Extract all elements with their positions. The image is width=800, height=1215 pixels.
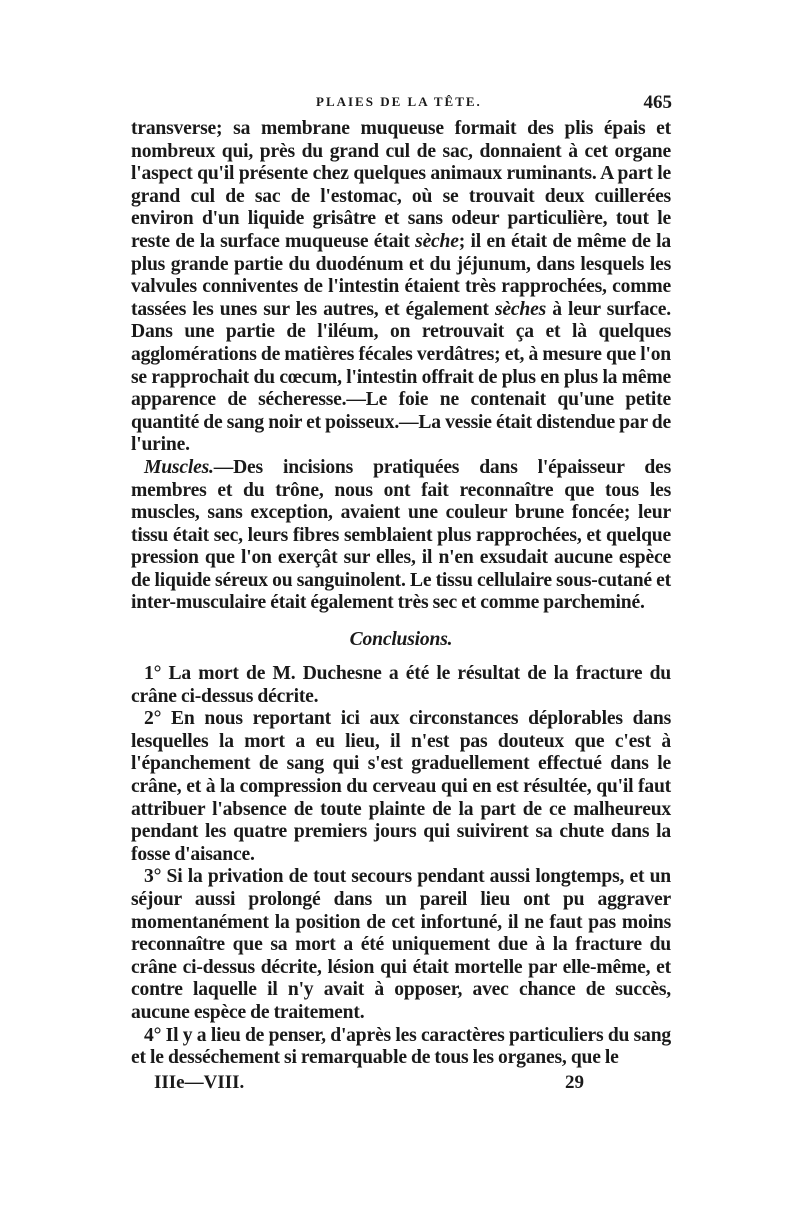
paragraph-stomach-intestine bbox=[131, 118, 671, 457]
paragraph-muscles bbox=[131, 457, 671, 615]
conclusion-1: 1° La mort de M. Duchesne a été le résultat de la fracture du crâne ci-dessus décrite. bbox=[131, 663, 671, 707]
signature-number: 29 bbox=[565, 1071, 584, 1093]
paragraph-text: ; il en était de même de la plus grande partie du duodénum et du jéjunum, dans lesquels les valvules conniventes de l'intestin étaient très rapprochées, comme tassées les unes sur les autres, et également bbox=[131, 230, 671, 320]
paragraph-text: transverse; sa membrane muqueuse formait des plis épais et nombreux qui, près du grand cul de sac, donnaient à cet organe l'aspect qu'il présente chez quelques animaux ruminants. A part le grand cul de sac de l'estomac, où se trouvait deux cuillerées environ d'un liquide grisâtre et sans odeur particulière, tout le reste de la surface muqueuse était bbox=[131, 118, 671, 252]
signature-line bbox=[131, 1072, 671, 1096]
page-number: 465 bbox=[643, 92, 672, 113]
paragraph-text: —Des incisions pratiquées dans l'épaisseur des membres et du trône, nous ont fait reconnaître que tous les muscles, sans exception, avaient une couleur brune foncée; leur tissu était sec, leurs fibres semblaient plus rapprochées, et quelque pression que l'on exerçât sur elles, il n'en exsudait aucune espèce de liquide séreux ou sanguinolent. Le tissu cellulaire sous-cutané et inter-musculaire était également très sec et comme parcheminé. bbox=[131, 456, 671, 614]
conclusion-4: 4° Il y a lieu de penser, d'après les caractères particuliers du sang et le desséchement si remarquable de tous les organes, que le bbox=[131, 1024, 671, 1069]
paragraph-text: à leur surface. Dans une partie de l'iléum, on retrouvait ça et là quelques agglomérations de matières fécales verdâtres; et, à mesure que l'on se rapprochait du cœcum, l'intestin offrait de plus en plus la même apparence de sécheresse.—Le foie ne contenait qu'une petite quantité de sang noir et poisseux.—La vessie était distendue par de l'urine. bbox=[131, 298, 671, 456]
signature-mark: IIIe—VIII. bbox=[154, 1071, 245, 1093]
body-text bbox=[131, 118, 671, 1070]
running-head bbox=[131, 92, 671, 118]
conclusion-2: 2° En nous reportant ici aux circonstances déplorables dans lesquelles la mort a eu lieu, il n'est pas douteux que c'est à l'épanchement de sang qui s'est graduellement effectué dans le crâne, et à la compression du cerveau qui en est résultée, qu'il faut attribuer l'absence de toute plainte de la part de ce malheureux pendant les quatre premiers jours qui suivirent sa chute dans la fosse d'aisance. bbox=[131, 708, 671, 865]
section-label-muscles: Muscles. bbox=[144, 456, 214, 478]
italic-word: sèches bbox=[494, 298, 546, 320]
book-page bbox=[131, 92, 671, 1096]
italic-word: sèche bbox=[415, 230, 459, 252]
conclusion-3: 3° Si la privation de tout secours pendant aussi longtemps, et un séjour aussi prolongé dans un pareil lieu ont pu aggraver momentanément la position de cet infortuné, il ne faut pas moins reconnaître que sa mort a été uniquement due à la fracture du crâne ci-dessus décrite, lésion qui était mortelle par elle-même, et contre laquelle il n'y avait à opposer, avec chance de succès, aucune espèce de traitement. bbox=[131, 866, 671, 1023]
running-title: PLAIES DE LA TÊTE. bbox=[316, 94, 482, 109]
conclusions-heading: Conclusions. bbox=[349, 629, 453, 651]
